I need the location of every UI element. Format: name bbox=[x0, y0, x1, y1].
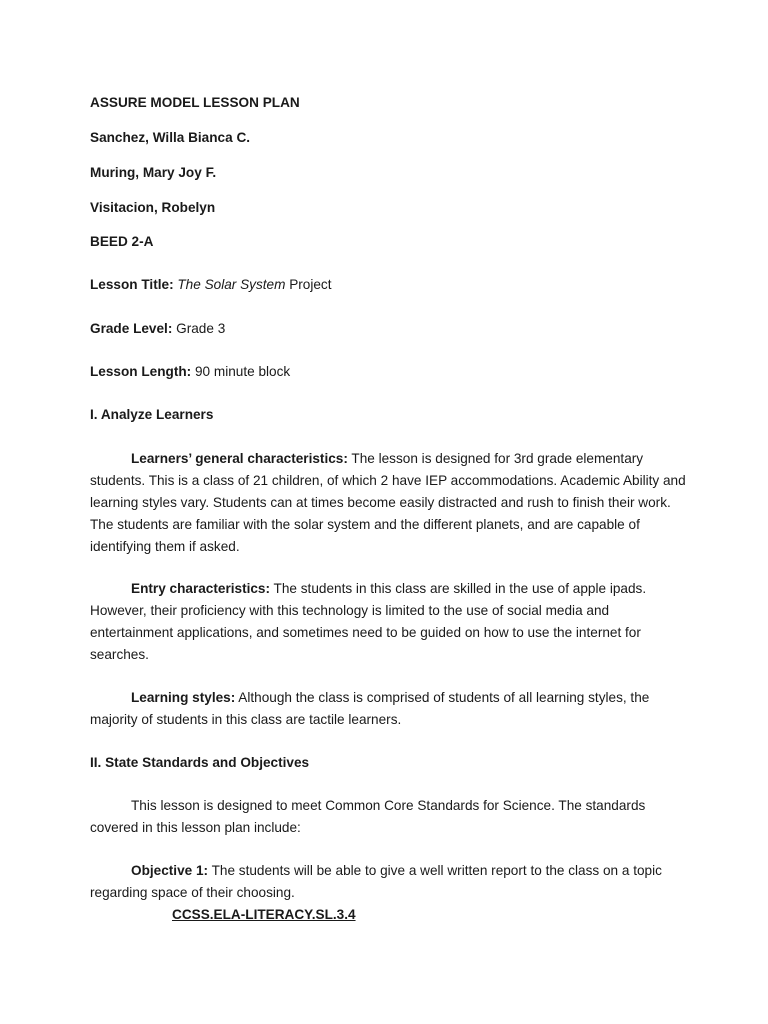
section-heading-analyze: I. Analyze Learners bbox=[90, 407, 214, 422]
lesson-title-rest: Project bbox=[285, 277, 332, 292]
objective-1-paragraph bbox=[90, 860, 690, 904]
lesson-title-label: Lesson Title: bbox=[90, 277, 174, 292]
lesson-title-italic: The Solar System bbox=[177, 277, 286, 292]
entry-characteristics-text: The students in this class are skilled in the use of apple ipads. However, their proficiency with this technology is limited to the use of social media and entertainment applications, and sometimes need to be guided on how to use the internet for searches. bbox=[90, 581, 647, 662]
author-3: Visitacion, Robelyn bbox=[90, 200, 216, 215]
objective-1-text: The students will be able to give a well written report to the class on a topic regarding space of their choosing. bbox=[90, 863, 662, 900]
section-code: BEED 2-A bbox=[90, 234, 154, 249]
learning-styles-label: Learning styles: bbox=[131, 690, 236, 705]
lesson-length-line bbox=[90, 363, 290, 381]
author-2: Muring, Mary Joy F. bbox=[90, 165, 217, 180]
document-title: ASSURE MODEL LESSON PLAN bbox=[90, 95, 300, 110]
author-1: Sanchez, Willa Bianca C. bbox=[90, 130, 251, 145]
grade-level-label: Grade Level: bbox=[90, 321, 173, 336]
objective-1-standard-code: CCSS.ELA-LITERACY.SL.3.4 bbox=[172, 907, 356, 922]
standards-intro-paragraph: This lesson is designed to meet Common Core Standards for Science. The standards covered in this lesson plan include: bbox=[90, 798, 646, 835]
grade-level-line bbox=[90, 320, 225, 338]
entry-characteristics-paragraph bbox=[90, 578, 690, 666]
general-characteristics-text: The lesson is designed for 3rd grade elementary students. This is a class of 21 children, of which 2 have IEP accommodations. Academic Ability and learning styles vary. Students can at times become easily distracted and rush to finish their work. The students are familiar with the solar system and the different planets, and are capable of identifying them if asked. bbox=[90, 451, 686, 554]
grade-level-value: Grade 3 bbox=[172, 321, 226, 336]
objective-1-label: Objective 1: bbox=[131, 863, 209, 878]
general-characteristics-paragraph bbox=[90, 448, 690, 558]
lesson-length-value: 90 minute block bbox=[191, 364, 291, 379]
section-heading-standards: II. State Standards and Objectives bbox=[90, 755, 310, 770]
learning-styles-text: Although the class is comprised of students of all learning styles, the majority of students in this class are tactile learners. bbox=[90, 690, 650, 727]
general-characteristics-label: Learners’ general characteristics: bbox=[131, 451, 348, 466]
learning-styles-paragraph bbox=[90, 687, 690, 731]
lesson-title-line bbox=[90, 276, 332, 294]
lesson-length-label: Lesson Length: bbox=[90, 364, 192, 379]
entry-characteristics-label: Entry characteristics: bbox=[131, 581, 271, 596]
